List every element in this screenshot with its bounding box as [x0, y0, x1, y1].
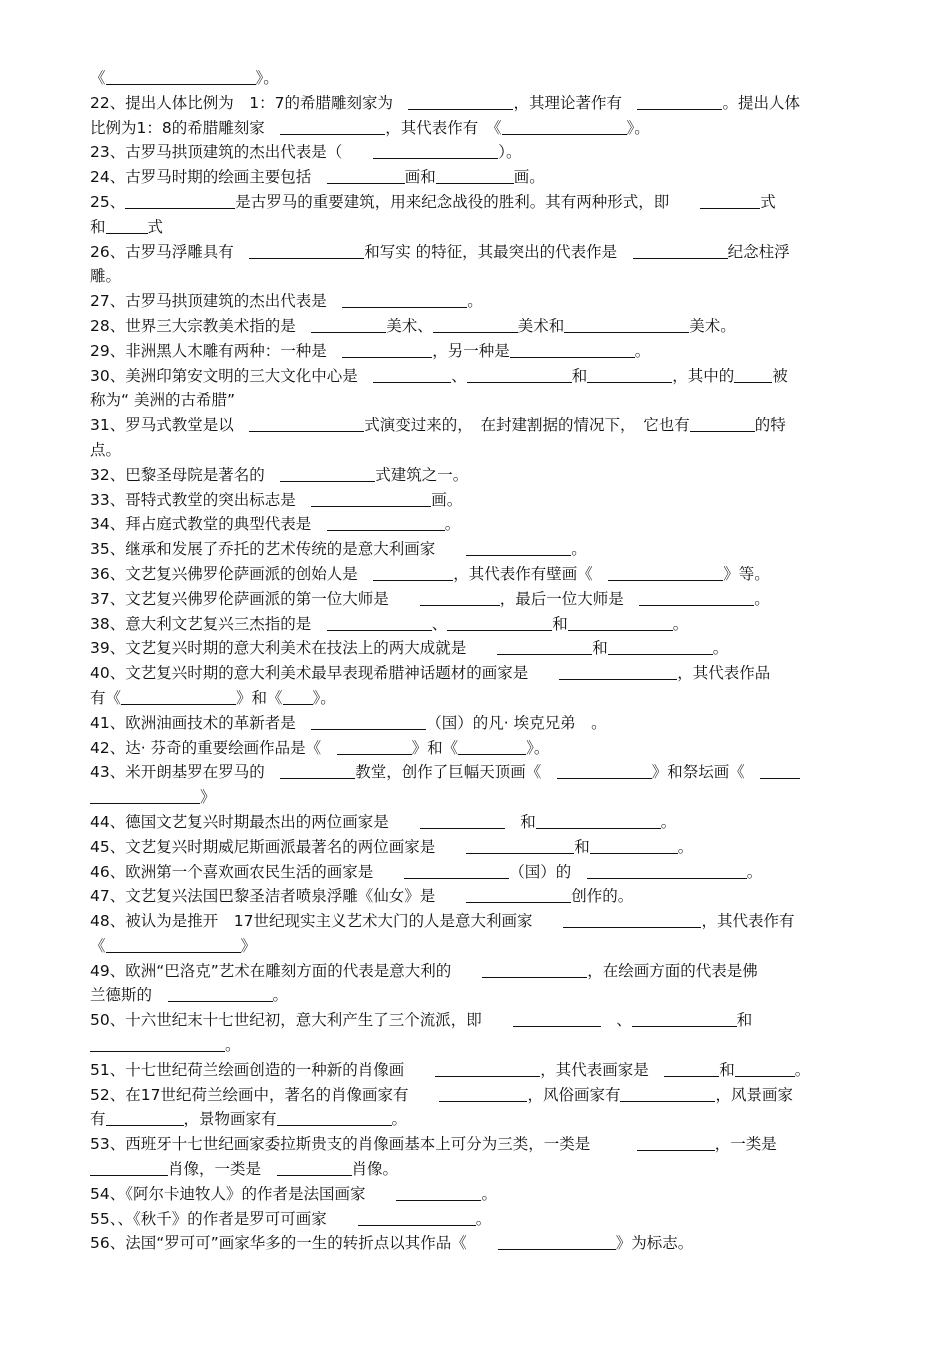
line-text: 46、欧洲第一个喜欢画农民生活的画家是 [90, 862, 405, 881]
line-text: 30、美洲印第安文明的三大文化中心是 [90, 366, 374, 385]
line-text: 。 [467, 292, 483, 311]
answer-blank [90, 787, 200, 804]
answer-blank [639, 589, 754, 606]
text-line [90, 537, 862, 562]
line-text: 》。 [255, 69, 279, 87]
line-text: 43、米开朗基罗在罗马的 [90, 763, 281, 782]
text-line [90, 785, 862, 810]
answer-blank [277, 1159, 352, 1176]
answer-blank [433, 316, 518, 333]
line-text: 和 [574, 837, 590, 856]
line-text: 45、文艺复兴时期威尼斯画派最著名的两位画家是 [90, 837, 467, 856]
line-text: 。 [481, 1184, 497, 1203]
line-text: 。 [225, 1036, 241, 1055]
line-text: 56、法国“罗可可”画家华多的一生的转折点以其作品《 [90, 1234, 498, 1253]
line-text: 比例为1：8的希腊雕刻家 [90, 118, 281, 137]
line-text: 《 [90, 936, 106, 955]
answer-blank [373, 564, 453, 581]
text-line [90, 934, 862, 959]
line-text: 48、被认为是推开 17世纪现实主义艺术大门的人是意大利画家 [90, 912, 564, 931]
text-line [90, 91, 862, 116]
answer-blank [420, 589, 500, 606]
line-text: 被 [772, 366, 788, 385]
answer-blank [564, 316, 689, 333]
answer-blank [420, 812, 505, 829]
line-text: 和 [592, 639, 608, 658]
text-line [90, 215, 862, 240]
answer-blank [502, 118, 627, 135]
line-text: 、 [451, 366, 467, 385]
line-text: 55、、《秋千》的作者是罗可可画家 [90, 1209, 358, 1228]
answer-blank [734, 366, 772, 383]
answer-blank [337, 738, 412, 755]
text-line [90, 1107, 862, 1132]
answer-blank [563, 911, 701, 928]
answer-blank [125, 192, 235, 209]
line-text: 29、非洲黑人木雕有两种：一种是 [90, 341, 343, 360]
line-text: 35、继承和发展了乔托的艺术传统的是意大利画家 [90, 540, 467, 559]
answer-blank [510, 341, 635, 358]
line-text: 。 [391, 1110, 408, 1129]
answer-blank [280, 465, 375, 482]
text-line [90, 264, 862, 289]
text-line [90, 512, 862, 537]
answer-blank [327, 614, 432, 631]
text-line [90, 636, 862, 661]
line-text: 33、哥特式教堂的突出标志是 [90, 490, 312, 509]
line-text: 。 [677, 837, 694, 856]
line-text: 36、文艺复兴佛罗伦萨画派的创始人是 [90, 564, 374, 583]
answer-blank [590, 837, 678, 854]
line-text: 。 [660, 812, 677, 831]
line-text: 》和祭坛画《 [651, 763, 761, 782]
text-line [90, 983, 862, 1008]
answer-blank [482, 961, 587, 978]
text-line [90, 413, 862, 438]
line-text: 美术和 [517, 316, 565, 335]
line-text: ，另一种是 [432, 341, 510, 360]
line-text: 28、世界三大宗教美术指的是 [90, 316, 312, 335]
line-text: 兰德斯的 [90, 986, 168, 1005]
line-text: （国）的 [509, 862, 587, 881]
text-line [90, 1231, 862, 1256]
line-text: 54、《阿尔卡迪牧人》的作者是法国画家 [90, 1184, 397, 1203]
line-text: 51、十七世纪荷兰绘画创造的一种新的肖像画 [90, 1060, 436, 1079]
line-text: 是古罗马的重要建筑，用来纪念战役的胜利。其有两种形式，即 [235, 192, 701, 211]
line-text: 点。 [90, 440, 122, 459]
line-text: 式 [760, 192, 776, 211]
text-line [90, 140, 862, 165]
line-text: 。提出人体 [722, 93, 800, 112]
answer-blank [608, 638, 713, 655]
line-text: （国）的凡· 埃克兄弟 。 [426, 713, 607, 732]
answer-blank [760, 762, 800, 779]
text-line [90, 165, 862, 190]
line-text: 23、古罗马拱顶建筑的杰出代表是（ [90, 143, 374, 162]
line-text: 》 [240, 936, 257, 955]
text-line [90, 1083, 862, 1108]
answer-blank [327, 167, 405, 184]
answer-blank [311, 490, 431, 507]
answer-blank [168, 985, 273, 1002]
text-line [90, 190, 862, 215]
line-text: 肖像，一类是 [168, 1160, 277, 1179]
line-text: 。 [746, 862, 763, 881]
text-line [90, 1033, 862, 1058]
text-line [90, 736, 862, 761]
answer-blank [280, 762, 355, 779]
text-line [90, 760, 862, 785]
answer-blank [633, 242, 728, 259]
line-text: 和 [504, 812, 536, 831]
answer-blank [557, 762, 652, 779]
line-text: 创作的。 [571, 887, 634, 906]
answer-blank [436, 167, 514, 184]
line-text: 38、意大利文艺复兴三杰指的是 [90, 614, 327, 633]
answer-blank [632, 1010, 737, 1027]
line-text: 。 [475, 1209, 492, 1228]
answer-blank [249, 242, 364, 259]
answer-blank [106, 1109, 184, 1126]
answer-blank [404, 862, 509, 879]
line-text: 画。 [513, 168, 545, 187]
line-text: 47、文艺复兴法国巴黎圣洁者喷泉浮雕《仙女》是 [90, 887, 467, 906]
answer-blank [277, 1109, 392, 1126]
line-text: 肖像。 [351, 1160, 399, 1179]
answer-blank [735, 1060, 795, 1077]
line-text: 27、古罗马拱顶建筑的杰出代表是 [90, 292, 343, 311]
line-text: 美术。 [689, 316, 736, 335]
line-text: ，其代表画家是 [540, 1060, 665, 1079]
line-text: 教堂，创作了巨幅天顶画《 [355, 763, 557, 782]
text-line [90, 116, 862, 141]
answer-blank [466, 886, 571, 903]
answer-blank [311, 316, 386, 333]
line-text: 42、达· 芬奇的重要绘画作品是《 [90, 738, 337, 757]
answer-blank [408, 93, 513, 110]
answer-blank [280, 118, 385, 135]
line-text: ，其中的 [672, 366, 735, 385]
line-text: 49、欧洲“巴洛克”艺术在雕刻方面的代表是意大利的 [90, 961, 483, 980]
line-text: 。 [272, 986, 289, 1005]
text-line [90, 835, 862, 860]
line-text: 32、巴黎圣母院是著名的 [90, 465, 281, 484]
line-text: ，最后一位大师是 [499, 589, 640, 608]
line-text: 52、在17世纪荷兰绘画中，著名的肖像画家有 [90, 1085, 440, 1104]
line-text: 式 [147, 217, 164, 236]
answer-blank [458, 738, 526, 755]
line-text: 》等。 [723, 564, 770, 583]
answer-blank [536, 812, 661, 829]
line-text: 的特 [754, 416, 786, 435]
line-text: 美术、 [386, 316, 433, 335]
answer-blank [396, 1184, 481, 1201]
text-line [90, 438, 862, 463]
line-text: ，风景画家 [715, 1085, 793, 1104]
line-text: 39、文艺复兴时期的意大利美术在技法上的两大成就是 [90, 639, 498, 658]
answer-blank [513, 1010, 601, 1027]
answer-blank [439, 1085, 527, 1102]
line-text: 。 [712, 639, 729, 658]
text-line [90, 711, 862, 736]
answer-blank [106, 217, 148, 234]
answer-blank [466, 837, 574, 854]
line-text: 25、 [90, 192, 126, 211]
answer-blank [342, 291, 467, 308]
line-text: 》为标志。 [615, 1234, 694, 1253]
answer-blank [90, 1035, 225, 1052]
answer-blank [435, 1060, 540, 1077]
line-text: 有《 [90, 688, 122, 707]
line-text: 式建筑之一。 [375, 465, 469, 484]
line-text: 式演变过来的， 在封建割据的情况下， 它也有 [364, 416, 690, 435]
answer-blank [620, 1085, 715, 1102]
line-text: 44、德国文艺复兴时期最杰出的两位画家是 [90, 812, 420, 831]
line-text: 、 [431, 614, 448, 633]
line-text: 。 [754, 589, 770, 608]
line-text: ，其代表作有壁画《 [453, 564, 609, 583]
text-line [90, 959, 862, 984]
line-text: 》和《 [236, 688, 283, 707]
answer-blank [467, 366, 572, 383]
line-text: 。 [634, 341, 651, 360]
answer-blank [106, 936, 241, 953]
answer-blank [466, 539, 571, 556]
line-text: 53、西班牙十七世纪画家委拉斯贵支的肖像画基本上可分为三类，一类是 [90, 1135, 637, 1154]
text-line [90, 860, 862, 885]
line-text: 《 [90, 69, 106, 87]
answer-blank [90, 1159, 168, 1176]
line-text: ，一类是 [714, 1135, 777, 1154]
answer-blank [121, 688, 236, 705]
line-text: 34、拜占庭式教堂的典型代表是 [90, 515, 327, 534]
text-line [90, 1058, 862, 1083]
text-line [90, 314, 862, 339]
line-text: 26、古罗马浮雕具有 [90, 242, 250, 261]
text-line [90, 1157, 862, 1182]
answer-blank [637, 93, 722, 110]
text-line [90, 463, 862, 488]
line-text: 37、文艺复兴佛罗伦萨画派的第一位大师是 [90, 589, 420, 608]
line-text: 和 [90, 217, 106, 236]
answer-blank [283, 688, 313, 705]
answer-blank [700, 192, 760, 209]
line-text: 。 [794, 1060, 811, 1079]
text-line [90, 1207, 862, 1232]
answer-blank [106, 68, 256, 85]
answer-blank [311, 713, 426, 730]
line-text: 22、提出人体比例为 1：7的希腊雕刻家为 [90, 93, 409, 112]
text-line [90, 884, 862, 909]
line-text: 40、文艺复兴时期的意大利美术最早表现希腊神话题材的画家是 [90, 664, 560, 683]
text-line [90, 339, 862, 364]
line-text: ，景物画家有 [183, 1110, 277, 1129]
line-text: 》。 [312, 688, 336, 707]
line-text: ，其理论著作有 [513, 93, 638, 112]
line-text: 》。 [526, 738, 550, 757]
line-text: 》和《 [411, 738, 459, 757]
answer-blank [327, 514, 445, 531]
text-line [90, 909, 862, 934]
text-line [90, 612, 862, 637]
answer-blank [373, 142, 498, 159]
answer-blank [587, 862, 747, 879]
answer-blank [342, 341, 432, 358]
text-line [90, 364, 862, 389]
line-text: 》。 [626, 118, 650, 137]
line-text: 。 [444, 515, 461, 534]
line-text: 画和 [404, 168, 436, 187]
text-line [90, 289, 862, 314]
line-text: 称为“ 美洲的古希腊” [90, 391, 235, 410]
line-text: 50、十六世纪末十七世纪初，意大利产生了三个流派，即 [90, 1011, 513, 1030]
line-text: 24、古罗马时期的绘画主要包括 [90, 168, 327, 187]
line-text: 和 [736, 1011, 753, 1030]
text-line [90, 1132, 862, 1157]
answer-blank [497, 638, 592, 655]
answer-blank [637, 1134, 715, 1151]
answer-blank [608, 564, 723, 581]
text-line [90, 388, 862, 413]
line-text: 和写实 的特征，其最突出的代表作是 [364, 242, 633, 261]
answer-blank [690, 415, 755, 432]
answer-blank [358, 1209, 476, 1226]
text-line [90, 1182, 862, 1207]
text-line [90, 562, 862, 587]
line-text: 。 [571, 540, 587, 559]
line-text: 画。 [431, 490, 463, 509]
line-text: 雕。 [90, 267, 122, 286]
line-text: 41、欧洲油画技术的革新者是 [90, 713, 312, 732]
text-line [90, 810, 862, 835]
line-text: 31、罗马式教堂是以 [90, 416, 250, 435]
line-text: ）。 [498, 143, 522, 162]
answer-blank [568, 614, 673, 631]
line-text: 。 [672, 614, 689, 633]
line-text: ，其代表作品 [677, 664, 771, 683]
line-text: 、 [600, 1011, 632, 1030]
line-text: 和 [571, 366, 588, 385]
answer-blank [447, 614, 552, 631]
text-line [90, 1008, 862, 1033]
text-line [90, 240, 862, 265]
text-line [90, 587, 862, 612]
text-line [90, 661, 862, 686]
answer-blank [498, 1233, 616, 1250]
line-text: ，其代表作有 《 [385, 118, 502, 137]
line-text: ，在绘画方面的代表是佛 [587, 961, 758, 980]
answer-blank [664, 1060, 719, 1077]
text-line [90, 488, 862, 513]
answer-blank [559, 663, 677, 680]
line-text: ，风俗画家有 [527, 1085, 621, 1104]
line-text: 和 [719, 1060, 735, 1079]
line-text: ，其代表作有 [701, 912, 795, 931]
text-line [90, 66, 862, 91]
text-line [90, 686, 862, 711]
line-text: 和 [552, 614, 568, 633]
answer-blank [373, 366, 451, 383]
line-text: 纪念柱浮 [727, 242, 790, 261]
line-text: 有 [90, 1110, 106, 1129]
answer-blank [249, 415, 364, 432]
line-text: 》 [200, 788, 216, 807]
document-body [90, 66, 862, 1256]
answer-blank [587, 366, 672, 383]
